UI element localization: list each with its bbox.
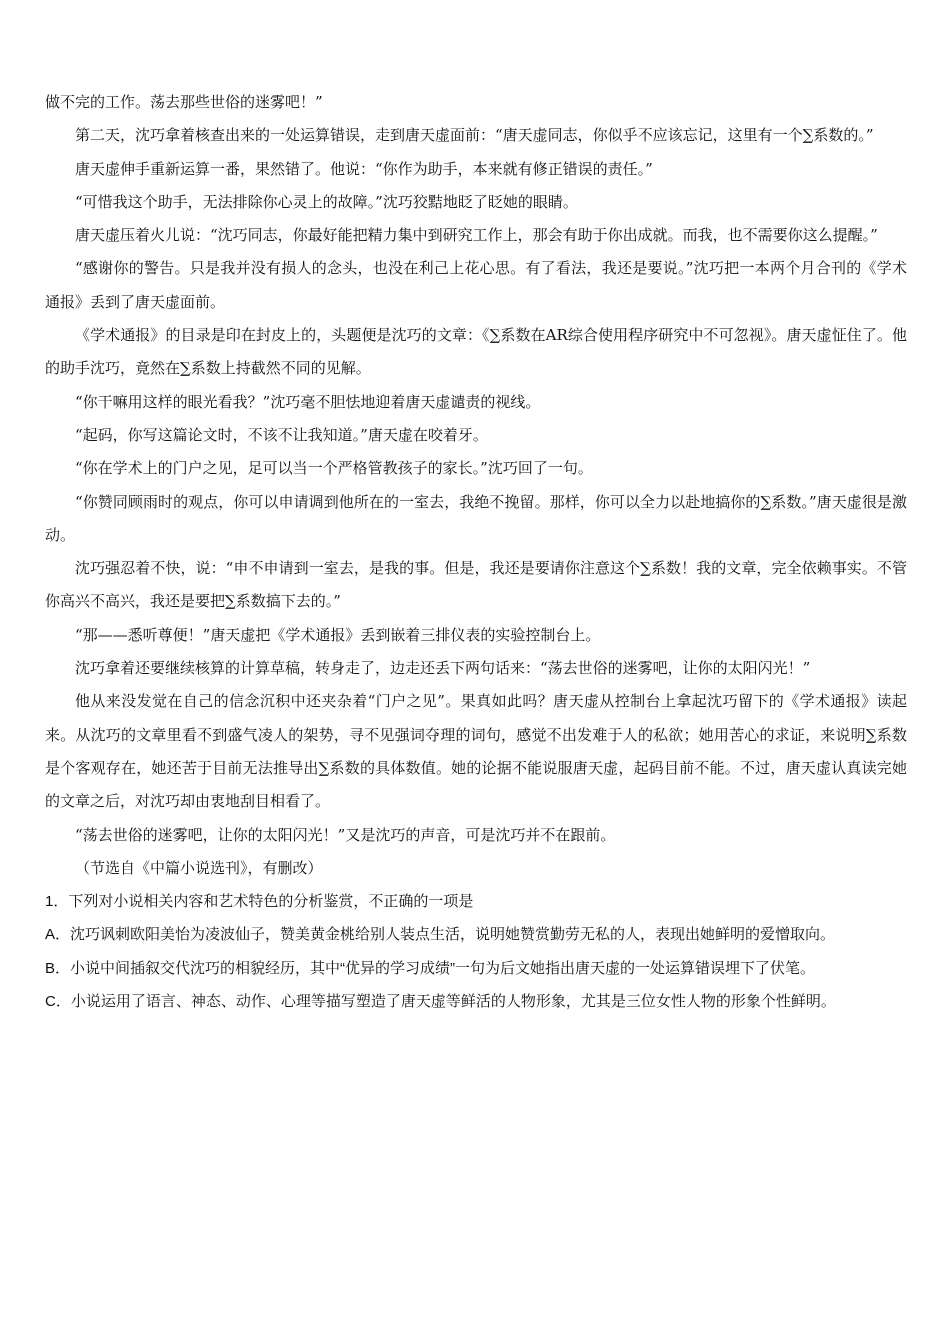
paragraph: 沈巧拿着还要继续核算的计算草稿，转身走了，边走还丢下两句话来：“荡去世俗的迷雾吧，让你的太阳闪光！” bbox=[75, 659, 811, 678]
option-c: C．小说运用了语言、神态、动作、心理等描写塑造了唐天虚等鲜活的人物形象，尤其是三位女性人物的形象个性鲜明。 bbox=[45, 993, 836, 1011]
document-page bbox=[45, 86, 907, 1018]
question-stem: 1．下列对小说相关内容和艺术特色的分析鉴赏，不正确的一项是 bbox=[45, 893, 474, 911]
source-note: （节选自《中篇小说选刊》，有删改） bbox=[75, 858, 323, 877]
paragraph: 唐天虚压着火儿说：“沈巧同志，你最好能把精力集中到研究工作上，那会有助于你出成就。而我，也不需要你这么提醒。” bbox=[75, 226, 878, 245]
paragraph: “起码，你写这篇论文时，不该不让我知道。”唐天虚在咬着牙。 bbox=[75, 425, 488, 444]
paragraph: 唐天虚伸手重新运算一番，果然错了。他说：“你作为助手，本来就有修正错误的责任。” bbox=[75, 159, 653, 178]
paragraph: 做不完的工作。荡去那些世俗的迷雾吧！” bbox=[45, 93, 323, 111]
paragraph: 第二天，沈巧拿着核查出来的一处运算错误，走到唐天虚面前：“唐天虚同志，你似乎不应该忘记，这里有一个∑系数的。” bbox=[75, 126, 874, 145]
paragraph: “你干嘛用这样的眼光看我？”沈巧毫不胆怯地迎着唐天虚谴责的视线。 bbox=[75, 392, 541, 411]
paragraph: 《学术通报》的目录是印在封皮上的，头题便是沈巧的文章：《∑系数在AR综合使用程序研究中不可忽视》。唐天虚怔住了。他的助手沈巧，竟然在∑系数上持截然不同的见解。 bbox=[45, 326, 907, 378]
option-a: A．沈巧讽刺欧阳美怡为凌波仙子，赞美黄金桃给别人装点生活，说明她赞赏勤劳无私的人，表现出她鲜明的爱憎取向。 bbox=[45, 926, 836, 944]
option-b: B．小说中间插叙交代沈巧的相貌经历，其中“优异的学习成绩”一句为后文她指出唐天虚的一处运算错误埋下了伏笔。 bbox=[45, 959, 816, 977]
paragraph: “可惜我这个助手，无法排除你心灵上的故障。”沈巧狡黠地眨了眨她的眼睛。 bbox=[75, 192, 578, 211]
paragraph: 他从来没发觉在自己的信念沉积中还夹杂着“门户之见”。果真如此吗？唐天虚从控制台上拿起沈巧留下的《学术通报》读起来。从沈巧的文章里看不到盛气凌人的架势，寻不见强词夺理的词句，感觉不出发难于人的私欲；她用苦心的求证，来说明∑系数是个客观存在，她还苦于目前无法推导出∑系数的具体数值。她的论据不能说服唐天虚，起码目前不能。不过，唐天虚认真读完她的文章之后，对沈巧却由衷地刮目相看了。 bbox=[45, 692, 907, 811]
paragraph: “荡去世俗的迷雾吧，让你的太阳闪光！”又是沈巧的声音，可是沈巧并不在跟前。 bbox=[75, 825, 616, 844]
paragraph: “那——悉听尊便！”唐天虚把《学术通报》丢到嵌着三排仪表的实验控制台上。 bbox=[75, 625, 601, 644]
paragraph: “你赞同顾雨时的观点，你可以申请调到他所在的一室去，我绝不挽留。那样，你可以全力以赴地搞你的∑系数。”唐天虚很是激动。 bbox=[45, 492, 907, 544]
paragraph: “你在学术上的门户之见，足可以当一个严格管教孩子的家长。”沈巧回了一句。 bbox=[75, 459, 593, 478]
paragraph: 沈巧强忍着不快，说：“申不申请到一室去，是我的事。但是，我还是要请你注意这个∑系数！我的文章，完全依赖事实。不管你高兴不高兴，我还是要把∑系数搞下去的。” bbox=[45, 559, 907, 611]
paragraph: “感谢你的警告。只是我并没有损人的念头，也没在利己上花心思。有了看法，我还是要说。”沈巧把一本两个月合刊的《学术通报》丢到了唐天虚面前。 bbox=[45, 259, 907, 311]
